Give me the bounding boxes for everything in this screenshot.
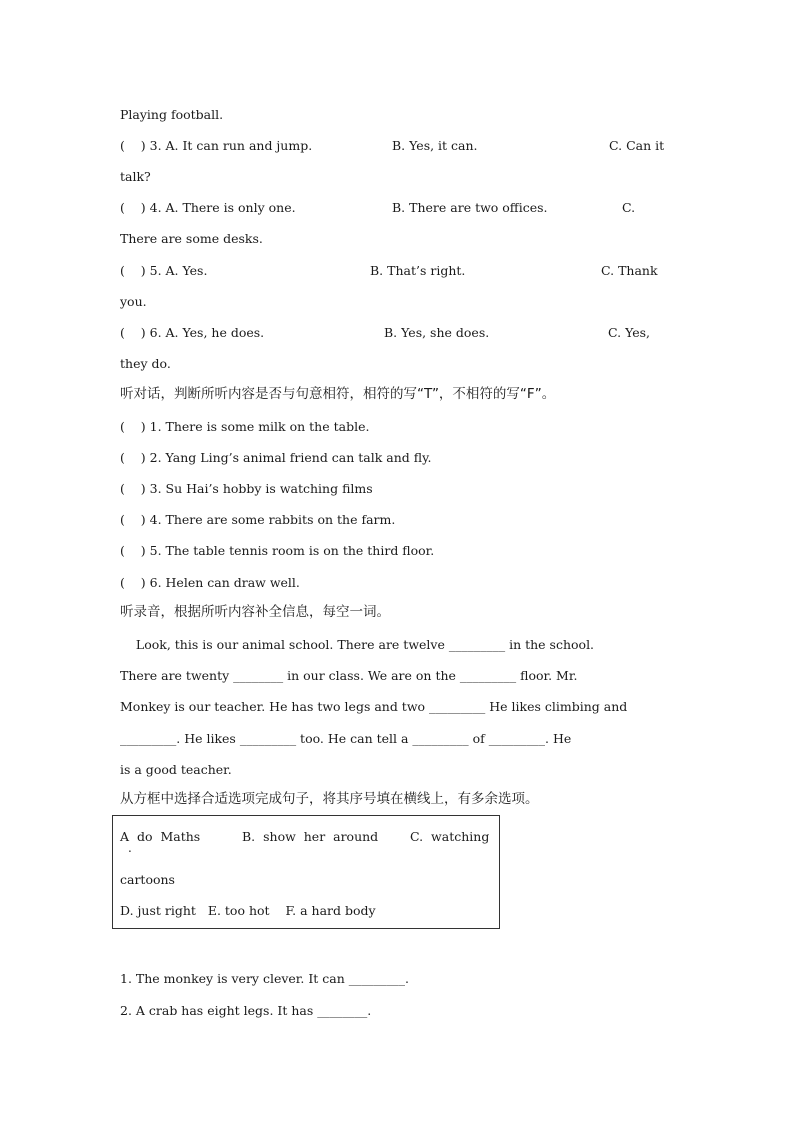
choose-heading: 从方框中选择合适选项完成句子，将其序号填在横线上，有多余选项。 [120, 791, 539, 807]
question-5-option-a: ( ) 5. A. Yes. [120, 263, 208, 278]
question-6-option-b: B. Yes, she does. [384, 325, 490, 340]
question-4-option-c: C. [622, 200, 636, 215]
option-line-playing-football: Playing football. [120, 107, 224, 122]
true-false-item: ( ) 5. The table tennis room is on the third floor. [120, 543, 435, 558]
option-c: C. watching [410, 829, 490, 844]
question-6-option-a: ( ) 6. A. Yes, he does. [120, 325, 265, 340]
choose-sentence: 2. A crab has eight legs. It has ________. [120, 1003, 372, 1018]
question-3-row [120, 138, 680, 154]
fill-in-line: Monkey is our teacher. He has two legs and two _________ He likes climbing and [120, 699, 628, 714]
true-false-heading: 听对话，判断所听内容是否与句意相符，相符的写“T”，不相符的写“F”。 [120, 386, 556, 402]
option-a: A do Maths [120, 829, 201, 844]
question-4-continuation: There are some desks. [120, 231, 263, 246]
true-false-item: ( ) 6. Helen can draw well. [120, 575, 300, 590]
question-3-option-a: ( ) 3. A. It can run and jump. [120, 138, 313, 153]
option-b: B. show her around [242, 829, 379, 844]
fill-in-heading: 听录音，根据所听内容补全信息，每空一词。 [120, 604, 390, 620]
true-false-item: ( ) 1. There is some milk on the table. [120, 419, 370, 434]
question-6-option-c: C. Yes, [608, 325, 651, 340]
question-5-continuation: you. [120, 294, 147, 309]
question-5-option-c: C. Thank [601, 263, 658, 278]
question-3-option-c: C. Can it [609, 138, 665, 153]
question-4-option-a: ( ) 4. A. There is only one. [120, 200, 296, 215]
options-box-row-1 [120, 829, 680, 845]
question-6-continuation: they do. [120, 356, 171, 371]
question-3-option-b: B. Yes, it can. [392, 138, 478, 153]
option-c-continuation: cartoons [120, 872, 175, 887]
question-4-option-b: B. There are two offices. [392, 200, 548, 215]
options-box-row-2: D. just right E. too hot F. a hard body [120, 903, 376, 918]
question-5-option-b: B. That’s right. [370, 263, 466, 278]
question-4-row [120, 200, 680, 216]
question-5-row [120, 263, 680, 279]
true-false-item: ( ) 4. There are some rabbits on the farm. [120, 512, 396, 527]
option-a-dot: . [128, 841, 132, 855]
choose-sentence: 1. The monkey is very clever. It can _________. [120, 971, 409, 986]
fill-in-line: _________. He likes _________ too. He can tell a _________ of _________. He [120, 731, 572, 746]
fill-in-line: There are twenty ________ in our class. We are on the _________ floor. Mr. [120, 668, 578, 683]
question-3-continuation: talk? [120, 169, 151, 184]
fill-in-line: Look, this is our animal school. There are twelve _________ in the school. [120, 637, 595, 652]
fill-in-line: is a good teacher. [120, 762, 232, 777]
true-false-item: ( ) 2. Yang Ling’s animal friend can talk and fly. [120, 450, 432, 465]
true-false-item: ( ) 3. Su Hai’s hobby is watching films [120, 481, 373, 496]
question-6-row [120, 325, 680, 341]
